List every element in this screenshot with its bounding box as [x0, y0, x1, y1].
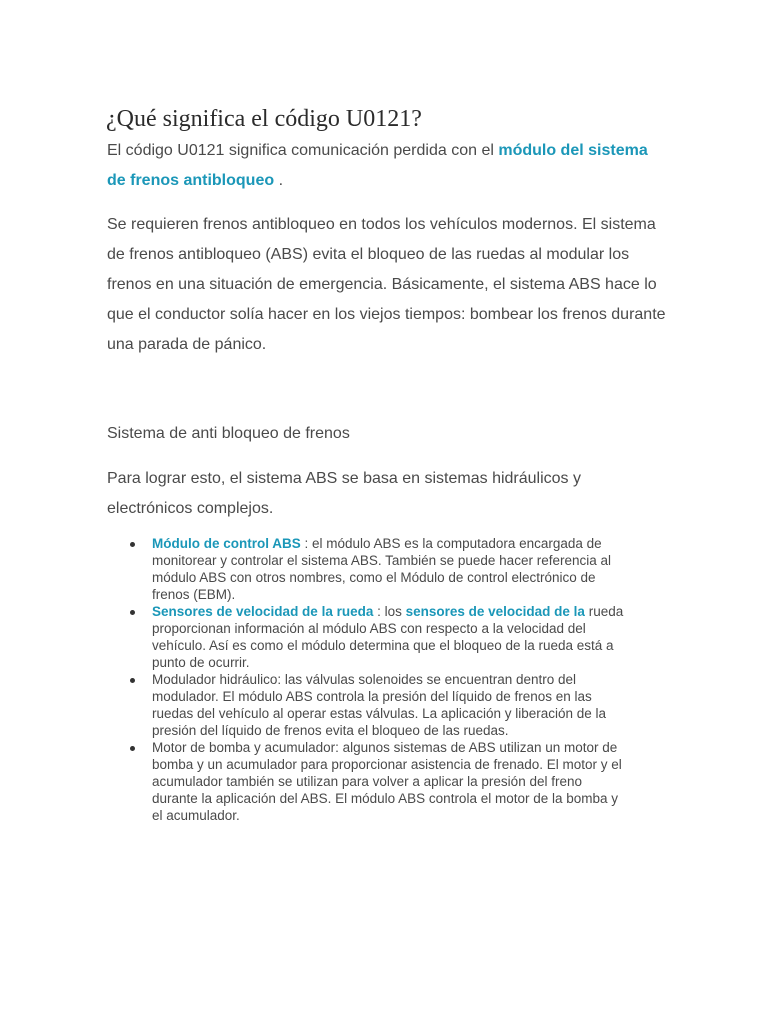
list-item-text: Motor de bomba y acumulador: algunos sistemas de ABS utilizan un motor de bomba y un acumulador para proporcionar asistencia de frenado. El motor y el acumulador también se utilizan para volver a aplicar la presión del freno durante la aplicación del ABS. El módulo ABS controla el motor de la bomba y el acumulador.: [152, 740, 622, 823]
intro-suffix: .: [274, 172, 284, 189]
bullet-icon: [130, 610, 135, 615]
list-item-text: Modulador hidráulico: las válvulas solenoides se encuentran dentro del modulador. El módulo ABS controla la presión del líquido de frenos en las ruedas del vehículo al operar estas válvulas. La aplicación y liberación de la presión del líquido de frenos evita el bloqueo de las ruedas.: [152, 672, 607, 738]
list-item-mid: : los: [373, 604, 406, 619]
list-item: [128, 739, 628, 824]
bullet-icon: [130, 746, 135, 751]
abs-description-paragraph: Se requieren frenos antibloqueo en todos los vehículos modernos. El sistema de frenos antibloqueo (ABS) evita el bloqueo de las ruedas al modular los frenos en una situación de emergencia. Básicamente, el sistema ABS hace lo que el conductor solía hacer en los viejos tiempos: bombear los frenos durante una parada de pánico.: [107, 216, 666, 353]
page-title: ¿Qué significa el código U0121?: [106, 106, 422, 132]
list-item: [128, 535, 628, 603]
list-item-text: rueda proporcionan información al módulo ABS con respecto a la velocidad del vehículo. Así es como el módulo determina que el bloqueo de la rueda está a punto de ocurrir.: [152, 604, 624, 670]
abs-module-link[interactable]: módulo del sistema de frenos antibloqueo: [107, 142, 648, 189]
wheel-speed-sensor-link[interactable]: Sensores de velocidad de la rueda: [152, 604, 374, 619]
bullet-icon: [130, 678, 135, 683]
list-item: [128, 671, 628, 739]
intro-paragraph: [107, 136, 667, 196]
hydraulic-paragraph: Para lograr esto, el sistema ABS se basa en sistemas hidráulicos y electrónicos complejos.: [107, 470, 581, 517]
bullet-icon: [130, 542, 135, 547]
control-module-link[interactable]: Módulo de control ABS: [152, 536, 301, 551]
abs-components-list: [128, 535, 628, 824]
intro-text: El código U0121 significa comunicación perdida con el: [107, 142, 499, 159]
section-subheading: Sistema de anti bloqueo de frenos: [107, 425, 350, 442]
list-item-text: : el módulo ABS es la computadora encargada de monitorear y controlar el sistema ABS. También se puede hacer referencia al módulo ABS con otros nombres, como el Módulo de control electrónico de frenos (EBM).: [152, 536, 611, 602]
speed-sensors-link[interactable]: sensores de velocidad de la: [405, 604, 585, 619]
list-item: [128, 603, 628, 671]
